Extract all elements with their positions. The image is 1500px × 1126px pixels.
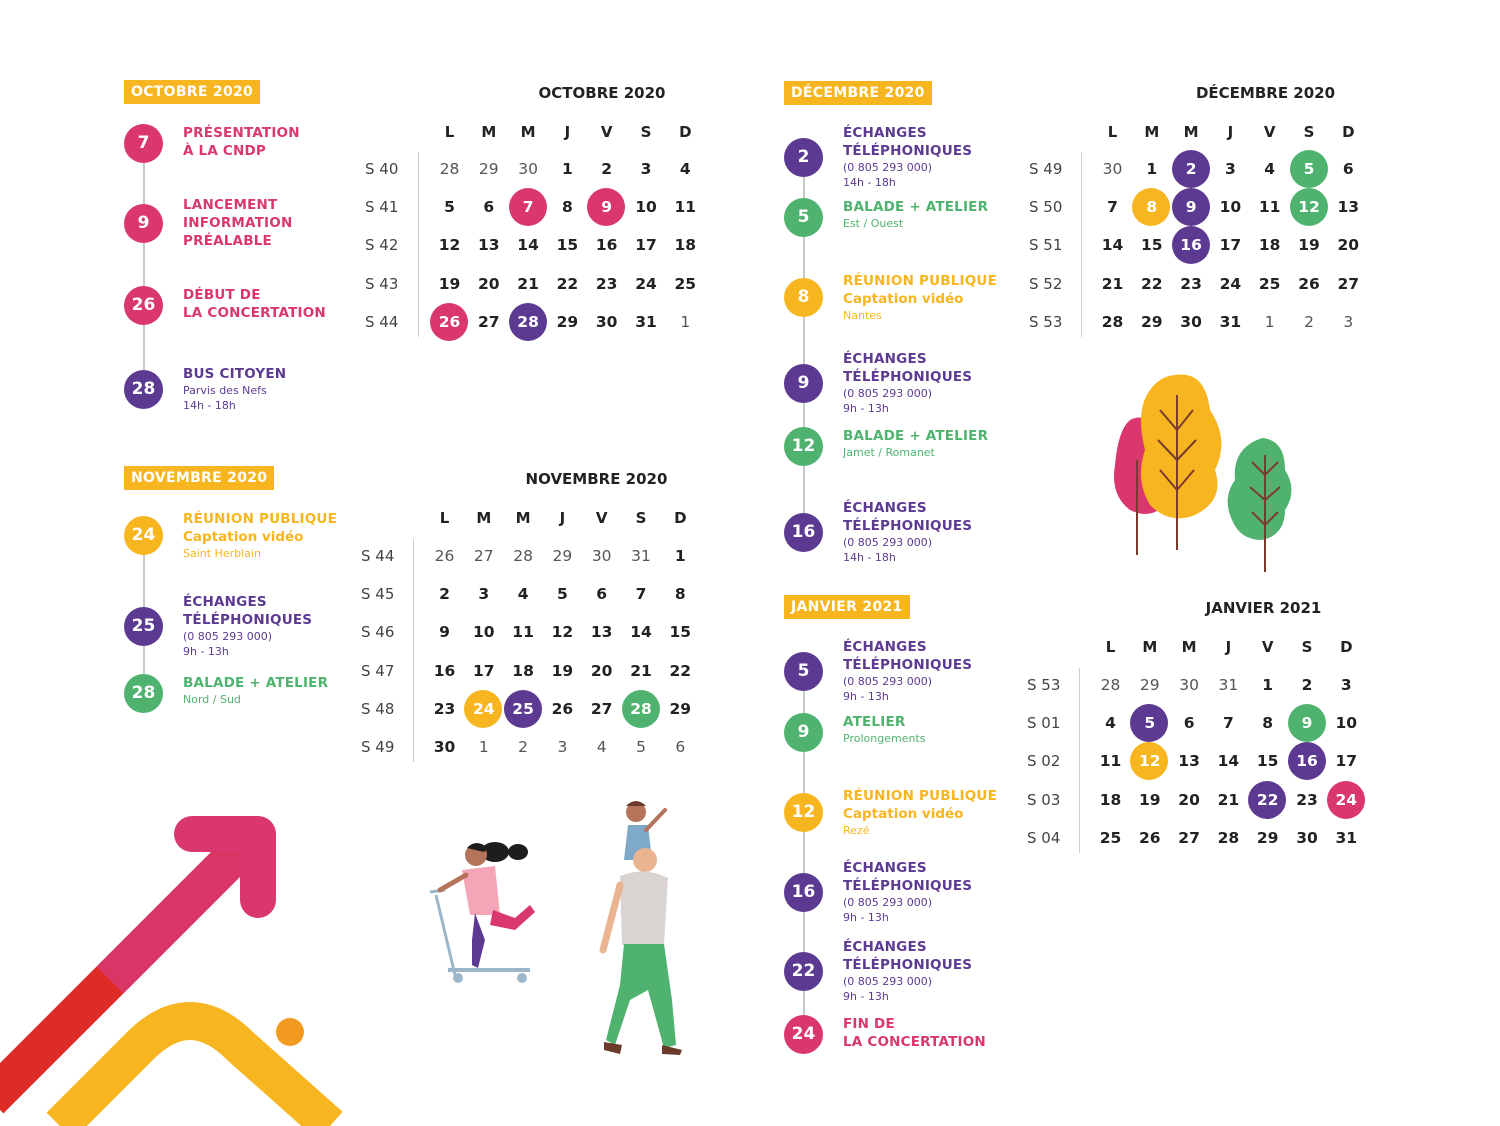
calendar-day: 4 bbox=[1105, 714, 1116, 733]
calendar-day-highlighted: 22 bbox=[1248, 781, 1287, 819]
calendar-day: 10 bbox=[1335, 714, 1358, 733]
calendar-day: 18 bbox=[1258, 236, 1281, 255]
calendar-title: JANVIER 2021 bbox=[1205, 599, 1322, 617]
calendar-day: 10 bbox=[635, 198, 657, 217]
weekday-header: D bbox=[1340, 638, 1353, 656]
calendar-day-highlighted: 12 bbox=[1290, 188, 1329, 226]
calendar-day: 15 bbox=[1256, 752, 1279, 771]
event-title: RÉUNION PUBLIQUE bbox=[183, 511, 338, 527]
calendar-day: 21 bbox=[630, 661, 652, 680]
weekday-header: M bbox=[520, 123, 536, 141]
event-day-circle: 8 bbox=[784, 278, 823, 317]
event-text bbox=[843, 638, 1053, 704]
event-text bbox=[843, 1015, 1053, 1051]
calendar-title: OCTOBRE 2020 bbox=[538, 84, 666, 102]
calendar-day: 15 bbox=[556, 236, 579, 255]
calendar-day: 30 bbox=[433, 738, 456, 756]
week-number: S 47 bbox=[361, 661, 395, 680]
calendar-day-highlighted: 8 bbox=[1132, 188, 1171, 226]
event-details: (0 805 293 000) 14h - 18h bbox=[843, 161, 933, 189]
calendar-day: 9 bbox=[439, 623, 450, 642]
week-number: S 53 bbox=[1027, 676, 1061, 694]
calendar-day: 1 bbox=[561, 160, 573, 178]
child-on-scooter bbox=[430, 842, 535, 983]
event-day-circle: 22 bbox=[784, 952, 823, 991]
calendar-day: 13 bbox=[478, 236, 500, 255]
event-details: Est / Ouest bbox=[843, 217, 904, 230]
calendar-day: 22 bbox=[1141, 274, 1163, 293]
calendar-day: 31 bbox=[631, 547, 651, 565]
calendar-day: 21 bbox=[1101, 274, 1124, 293]
event-title: BALADE + ATELIER bbox=[843, 199, 989, 215]
calendar-day: 14 bbox=[630, 623, 652, 642]
event-day-circle: 5 bbox=[784, 652, 823, 691]
calendar-day: 12 bbox=[551, 623, 574, 642]
calendar-day: 5 bbox=[636, 738, 646, 756]
calendar-day: 19 bbox=[1139, 790, 1161, 809]
calendar-day: 13 bbox=[590, 623, 613, 642]
calendar-day: 13 bbox=[1178, 752, 1200, 771]
calendar-day: 11 bbox=[1258, 198, 1281, 217]
calendar-day: 19 bbox=[1298, 236, 1320, 255]
calendar-day: 31 bbox=[1218, 676, 1239, 694]
calendar-day: 23 bbox=[433, 699, 456, 718]
event-subtitle: Captation vidéo bbox=[183, 529, 304, 545]
week-number: S 03 bbox=[1027, 790, 1061, 809]
calendar-day: 2 bbox=[518, 738, 529, 756]
calendar-day: 2 bbox=[439, 585, 450, 604]
weekday-header: J bbox=[1227, 123, 1234, 141]
event-day-circle: 12 bbox=[784, 793, 823, 832]
pink-tree bbox=[1114, 418, 1169, 515]
event-text bbox=[843, 427, 1053, 460]
event-text bbox=[843, 198, 1053, 231]
timeline-connector bbox=[143, 144, 145, 385]
yellow-tree bbox=[1141, 374, 1221, 518]
week-number: S 50 bbox=[1029, 198, 1063, 217]
event-details: Saint Herblain bbox=[183, 547, 261, 560]
event-day-circle: 28 bbox=[124, 370, 163, 409]
week-number: S 52 bbox=[1029, 274, 1063, 293]
calendar-day: 6 bbox=[675, 738, 686, 756]
calendar-title: NOVEMBRE 2020 bbox=[525, 470, 668, 488]
event-text bbox=[843, 124, 1053, 190]
week-number: S 42 bbox=[365, 236, 399, 255]
calendar-day: 30 bbox=[591, 547, 612, 565]
calendar-day: 1 bbox=[1264, 312, 1275, 331]
week-number: S 44 bbox=[361, 547, 395, 565]
calendar-day-highlighted: 16 bbox=[1288, 742, 1327, 780]
weekday-header: L bbox=[1107, 123, 1118, 141]
calendar-day: 7 bbox=[635, 585, 647, 604]
event-details: (0 805 293 000) 9h - 13h bbox=[843, 387, 933, 415]
calendar-day: 8 bbox=[674, 585, 686, 604]
calendar-day: 17 bbox=[473, 661, 495, 680]
calendar-day: 28 bbox=[513, 547, 533, 565]
calendar-day: 14 bbox=[1217, 752, 1240, 771]
calendar-day: 3 bbox=[1340, 676, 1352, 694]
event-title: ATELIER bbox=[843, 714, 906, 730]
calendar-day: 17 bbox=[635, 236, 657, 255]
calendar-day: 6 bbox=[1342, 160, 1354, 178]
week-number: S 40 bbox=[365, 160, 399, 178]
weekday-header: S bbox=[1301, 638, 1313, 656]
weekday-header: V bbox=[1263, 123, 1276, 141]
weekday-header: M bbox=[1183, 123, 1199, 141]
calendar-day: 1 bbox=[1262, 676, 1274, 694]
event-day-circle: 9 bbox=[784, 364, 823, 403]
event-details: (0 805 293 000) 9h - 13h bbox=[843, 975, 933, 1003]
calendar-day: 16 bbox=[433, 661, 456, 680]
week-number: S 53 bbox=[1029, 312, 1063, 331]
event-day-circle: 16 bbox=[784, 873, 823, 912]
weekday-header: M bbox=[476, 509, 492, 527]
event-text bbox=[843, 272, 1053, 323]
event-text bbox=[183, 365, 393, 413]
event-text bbox=[843, 499, 1053, 565]
weekday-header: M bbox=[481, 123, 497, 141]
event-text bbox=[843, 787, 1053, 838]
calendar-day: 28 bbox=[1101, 312, 1124, 331]
calendar-day: 8 bbox=[561, 198, 573, 217]
calendar-day-highlighted: 9 bbox=[1172, 188, 1211, 226]
event-text bbox=[843, 938, 1053, 1004]
event-text bbox=[843, 713, 1053, 746]
week-number: S 49 bbox=[361, 738, 395, 756]
calendar-day: 2 bbox=[1304, 312, 1314, 331]
calendar-day: 5 bbox=[444, 198, 455, 217]
calendar-day: 6 bbox=[596, 585, 608, 604]
weekday-header: L bbox=[1105, 638, 1116, 656]
week-number: S 43 bbox=[365, 274, 399, 293]
calendar-day: 24 bbox=[635, 274, 657, 293]
calendar-day: 29 bbox=[1141, 312, 1163, 331]
calendar-day: 6 bbox=[1183, 714, 1195, 733]
calendar-day: 27 bbox=[1178, 828, 1200, 847]
weekday-header: L bbox=[439, 509, 450, 527]
weekday-header: D bbox=[1342, 123, 1355, 141]
calendar-day: 29 bbox=[1256, 828, 1279, 847]
month-tag: OCTOBRE 2020 bbox=[124, 80, 260, 104]
calendar-day: 4 bbox=[517, 585, 529, 604]
calendar-day: 23 bbox=[1180, 274, 1202, 293]
calendar-day: 25 bbox=[1099, 828, 1122, 847]
calendar-day: 28 bbox=[1100, 676, 1121, 694]
calendar-day: 11 bbox=[674, 198, 697, 217]
calendar-day: 30 bbox=[1296, 828, 1318, 847]
weekday-header: M bbox=[1142, 638, 1158, 656]
calendar-day: 14 bbox=[517, 236, 539, 255]
calendar-day: 28 bbox=[1217, 828, 1240, 847]
calendar-day: 26 bbox=[1139, 828, 1161, 847]
week-number: S 02 bbox=[1027, 752, 1061, 771]
event-title: BALADE + ATELIER bbox=[183, 675, 329, 691]
calendar-day: 3 bbox=[1224, 160, 1236, 178]
event-title: ÉCHANGES TÉLÉPHONIQUES bbox=[843, 639, 973, 673]
calendar-day: 24 bbox=[1219, 274, 1242, 293]
event-details: Nantes bbox=[843, 309, 882, 322]
calendar-day: 16 bbox=[595, 236, 618, 255]
calendar-day: 12 bbox=[438, 236, 461, 255]
event-details: Jamet / Romanet bbox=[843, 446, 935, 459]
event-details: Parvis des Nefs 14h - 18h bbox=[183, 384, 267, 412]
calendar-day-highlighted: 24 bbox=[1327, 781, 1366, 819]
calendar-day: 2 bbox=[1301, 676, 1313, 694]
week-number: S 48 bbox=[361, 699, 395, 718]
event-title: RÉUNION PUBLIQUE bbox=[843, 788, 998, 804]
calendar-day: 27 bbox=[473, 547, 494, 565]
calendar-day: 20 bbox=[1178, 790, 1200, 809]
calendar-day: 31 bbox=[635, 312, 657, 331]
event-day-circle: 26 bbox=[124, 286, 163, 325]
week-separator bbox=[413, 539, 414, 762]
calendar-day: 6 bbox=[483, 198, 495, 217]
calendar-day: 17 bbox=[1335, 752, 1358, 771]
event-details: (0 805 293 000) 9h - 13h bbox=[843, 675, 933, 703]
event-day-circle: 16 bbox=[784, 513, 823, 552]
weekday-header: S bbox=[635, 509, 647, 527]
calendar-day-highlighted: 12 bbox=[1130, 742, 1169, 780]
calendar-day-highlighted: 9 bbox=[587, 188, 626, 226]
event-details: (0 805 293 000) 9h - 13h bbox=[183, 630, 273, 658]
calendar-day: 3 bbox=[1343, 312, 1354, 331]
calendar-day: 20 bbox=[590, 661, 613, 680]
event-day-circle: 28 bbox=[124, 674, 163, 713]
yellow-curve bbox=[60, 1021, 330, 1126]
calendar-day: 1 bbox=[1146, 160, 1158, 178]
calendar-day-highlighted: 25 bbox=[504, 690, 543, 728]
calendar-day: 3 bbox=[478, 585, 490, 604]
calendar-day: 21 bbox=[1217, 790, 1240, 809]
calendar-day: 11 bbox=[512, 623, 534, 642]
calendar-day-highlighted: 7 bbox=[509, 188, 548, 226]
adult-carrying-child bbox=[603, 801, 682, 1055]
event-text bbox=[843, 350, 1053, 416]
weekday-header: D bbox=[679, 123, 692, 141]
calendar-day: 19 bbox=[438, 274, 461, 293]
curve-dot bbox=[276, 1018, 304, 1046]
event-title: FIN DE LA CONCERTATION bbox=[843, 1016, 986, 1050]
event-subtitle: Captation vidéo bbox=[843, 291, 964, 307]
week-number: S 41 bbox=[365, 198, 399, 217]
event-day-circle: 24 bbox=[784, 1015, 823, 1054]
calendar-day: 23 bbox=[1296, 790, 1318, 809]
event-details: (0 805 293 000) 14h - 18h bbox=[843, 536, 933, 564]
calendar-day: 18 bbox=[512, 661, 534, 680]
calendar-day: 11 bbox=[1099, 752, 1122, 771]
calendar-day: 30 bbox=[595, 312, 618, 331]
event-title: LANCEMENT INFORMATION PRÉALABLE bbox=[183, 197, 293, 249]
green-tree bbox=[1228, 438, 1292, 540]
calendar-day-highlighted: 9 bbox=[1288, 704, 1327, 742]
weekday-header: S bbox=[640, 123, 652, 141]
calendar-day: 4 bbox=[1264, 160, 1276, 178]
weekday-header: D bbox=[674, 509, 687, 527]
pink-arrow-shaft bbox=[110, 835, 255, 980]
event-title: BALADE + ATELIER bbox=[843, 428, 989, 444]
calendar-day: 19 bbox=[551, 661, 574, 680]
week-number: S 01 bbox=[1027, 714, 1061, 733]
event-day-circle: 24 bbox=[124, 516, 163, 555]
event-day-circle: 5 bbox=[784, 198, 823, 237]
calendar-day: 20 bbox=[478, 274, 500, 293]
event-day-circle: 7 bbox=[124, 124, 163, 163]
event-subtitle: Captation vidéo bbox=[843, 806, 964, 822]
calendar-day: 15 bbox=[669, 623, 692, 642]
calendar-day: 29 bbox=[669, 699, 692, 718]
event-details: Nord / Sud bbox=[183, 693, 241, 706]
event-text bbox=[183, 286, 393, 322]
event-details: (0 805 293 000) 9h - 13h bbox=[843, 896, 933, 924]
calendar-day: 29 bbox=[556, 312, 579, 331]
event-title: ÉCHANGES TÉLÉPHONIQUES bbox=[183, 594, 313, 628]
calendar-day: 2 bbox=[601, 160, 613, 178]
calendar-day: 4 bbox=[679, 160, 691, 178]
calendar-day: 30 bbox=[1180, 312, 1202, 331]
event-day-circle: 25 bbox=[124, 607, 163, 646]
red-arrow-shaft bbox=[0, 835, 255, 1100]
calendar-day: 7 bbox=[1107, 198, 1118, 217]
event-day-circle: 2 bbox=[784, 138, 823, 177]
event-details: Rezé bbox=[843, 824, 870, 837]
calendar-day: 3 bbox=[640, 160, 652, 178]
weekday-header: M bbox=[1181, 638, 1197, 656]
calendar-day: 4 bbox=[596, 738, 607, 756]
calendar-day: 1 bbox=[478, 738, 489, 756]
calendar-day: 3 bbox=[557, 738, 568, 756]
calendar-day: 29 bbox=[478, 160, 499, 178]
calendar-day: 29 bbox=[1139, 676, 1160, 694]
week-number: S 45 bbox=[361, 585, 395, 604]
week-number: S 04 bbox=[1027, 828, 1061, 847]
event-title: DÉBUT DE LA CONCERTATION bbox=[183, 287, 326, 321]
month-tag: JANVIER 2021 bbox=[784, 595, 910, 619]
weekday-header: S bbox=[1303, 123, 1315, 141]
calendar-day: 10 bbox=[473, 623, 495, 642]
month-tag: NOVEMBRE 2020 bbox=[124, 466, 274, 490]
arrow-head bbox=[192, 834, 258, 900]
calendar-day: 30 bbox=[1102, 160, 1123, 178]
calendar-day: 22 bbox=[556, 274, 579, 293]
event-title: BUS CITOYEN bbox=[183, 366, 287, 382]
calendar-day: 1 bbox=[674, 547, 686, 565]
calendar-day: 10 bbox=[1219, 198, 1242, 217]
calendar-day: 21 bbox=[517, 274, 539, 293]
calendar-day: 5 bbox=[556, 585, 568, 604]
calendar-day: 7 bbox=[1222, 714, 1234, 733]
calendar-day: 20 bbox=[1337, 236, 1360, 255]
calendar-day: 8 bbox=[1262, 714, 1274, 733]
event-day-circle: 9 bbox=[784, 713, 823, 752]
calendar-day-highlighted: 28 bbox=[509, 303, 548, 341]
calendar-day: 25 bbox=[1258, 274, 1281, 293]
calendar-day: 13 bbox=[1337, 198, 1360, 217]
weekday-header: L bbox=[444, 123, 455, 141]
event-day-circle: 12 bbox=[784, 427, 823, 466]
event-text bbox=[843, 859, 1053, 925]
week-separator bbox=[418, 152, 419, 337]
calendar-day: 30 bbox=[1179, 676, 1199, 694]
calendar-day: 22 bbox=[669, 661, 692, 680]
calendar-day-highlighted: 26 bbox=[430, 303, 469, 341]
calendar-day: 1 bbox=[680, 312, 691, 331]
month-tag: DÉCEMBRE 2020 bbox=[784, 81, 932, 105]
calendar-day-highlighted: 2 bbox=[1172, 150, 1211, 188]
event-title: ÉCHANGES TÉLÉPHONIQUES bbox=[843, 500, 973, 534]
event-text bbox=[183, 124, 393, 160]
event-title: ÉCHANGES TÉLÉPHONIQUES bbox=[843, 351, 973, 385]
calendar-day-highlighted: 5 bbox=[1130, 704, 1169, 742]
weekday-header: V bbox=[600, 123, 613, 141]
calendar-day: 26 bbox=[551, 699, 574, 718]
calendar-day: 15 bbox=[1141, 236, 1163, 255]
week-separator bbox=[1079, 668, 1080, 853]
weekday-header: M bbox=[1144, 123, 1160, 141]
week-number: S 44 bbox=[365, 312, 399, 331]
calendar-day: 28 bbox=[439, 160, 460, 178]
calendar-day: 30 bbox=[518, 160, 538, 178]
event-title: RÉUNION PUBLIQUE bbox=[843, 273, 998, 289]
calendar-day: 14 bbox=[1101, 236, 1124, 255]
event-details: Prolongements bbox=[843, 732, 926, 745]
calendar-title: DÉCEMBRE 2020 bbox=[1195, 84, 1336, 102]
event-day-circle: 9 bbox=[124, 204, 163, 243]
calendar-day: 31 bbox=[1219, 312, 1242, 331]
calendar-day: 17 bbox=[1219, 236, 1242, 255]
weekday-header: M bbox=[515, 509, 531, 527]
calendar-day: 26 bbox=[434, 547, 455, 565]
calendar-day: 29 bbox=[552, 547, 573, 565]
week-number: S 49 bbox=[1029, 160, 1063, 178]
calendar-day-highlighted: 5 bbox=[1290, 150, 1329, 188]
weekday-header: J bbox=[564, 123, 571, 141]
event-text bbox=[183, 196, 393, 250]
calendar-day: 27 bbox=[1337, 274, 1360, 293]
calendar-day: 27 bbox=[478, 312, 500, 331]
week-number: S 46 bbox=[361, 623, 395, 642]
weekday-header: V bbox=[1261, 638, 1274, 656]
weekday-header: J bbox=[559, 509, 566, 527]
calendar-day: 25 bbox=[674, 274, 697, 293]
event-title: ÉCHANGES TÉLÉPHONIQUES bbox=[843, 860, 973, 894]
event-title: PRÉSENTATION À LA CNDP bbox=[183, 125, 300, 159]
calendar-day: 26 bbox=[1298, 274, 1320, 293]
weekday-header: J bbox=[1225, 638, 1232, 656]
calendar-day-highlighted: 16 bbox=[1172, 226, 1211, 264]
calendar-day: 23 bbox=[595, 274, 618, 293]
calendar-day: 18 bbox=[1099, 790, 1122, 809]
event-title: ÉCHANGES TÉLÉPHONIQUES bbox=[843, 125, 973, 159]
calendar-day-highlighted: 28 bbox=[622, 690, 661, 728]
calendar-day-highlighted: 24 bbox=[464, 690, 503, 728]
week-number: S 51 bbox=[1029, 236, 1063, 255]
weekday-header: V bbox=[595, 509, 608, 527]
event-title: ÉCHANGES TÉLÉPHONIQUES bbox=[843, 939, 973, 973]
week-separator bbox=[1081, 152, 1082, 337]
calendar-day: 18 bbox=[674, 236, 697, 255]
calendar-day: 31 bbox=[1335, 828, 1358, 847]
calendar-day: 27 bbox=[590, 699, 613, 718]
